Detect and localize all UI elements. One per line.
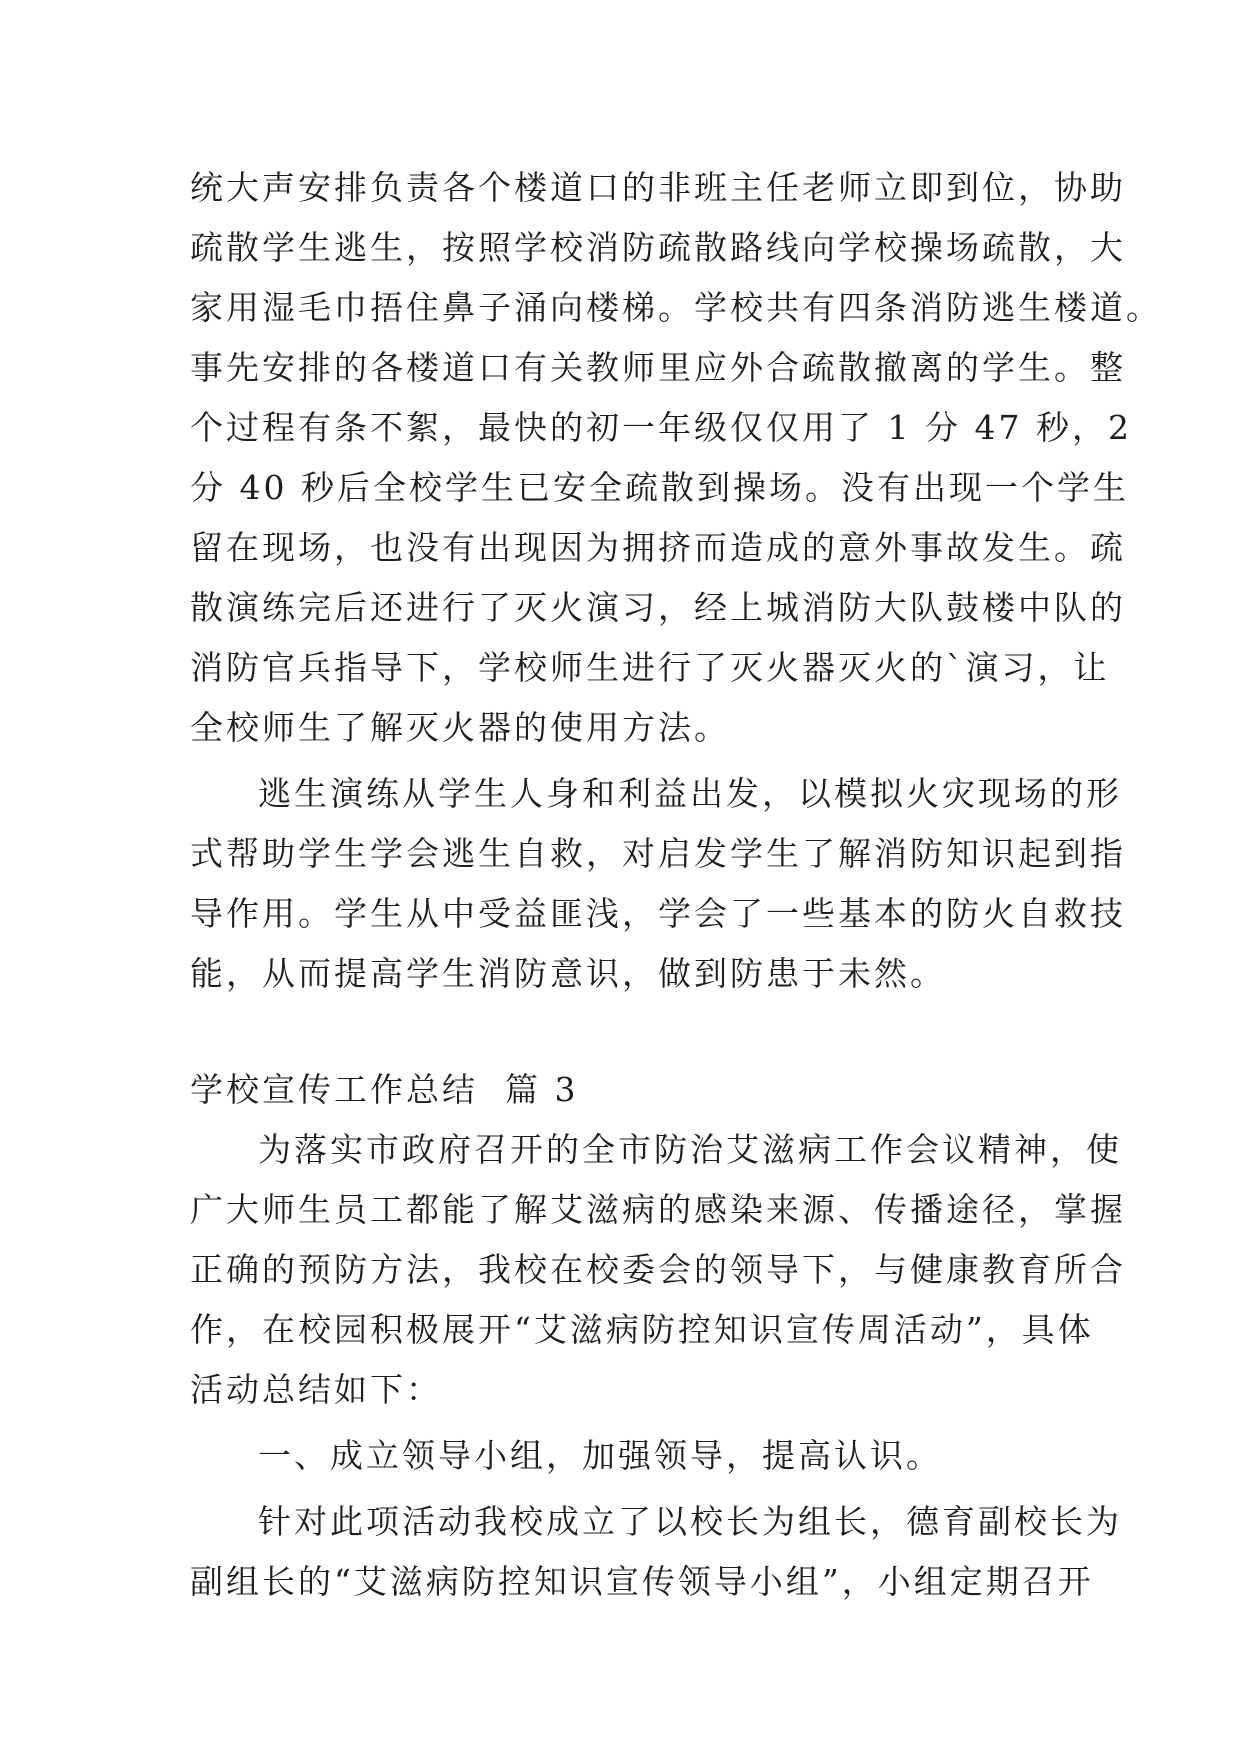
text-line: 式帮助学生学会逃生自救，对启发学生了解消防知识起到指 xyxy=(190,834,1126,873)
text-line: 作，在校园积极展开“艾滋病防控知识宣传周活动”，具体 xyxy=(190,1310,1094,1349)
text-line: 统大声安排负责各个楼道口的非班主任老师立即到位，协助 xyxy=(190,168,1126,207)
text-line: 副组长的“艾滋病防控知识宣传领导小组”，小组定期召开 xyxy=(190,1562,1094,1601)
text-line: 家用湿毛巾捂住鼻子涌向楼梯。学校共有四条消防逃生楼道。 xyxy=(190,288,1162,327)
text-line: 针对此项活动我校成立了以校长为组长，德育副校长为 xyxy=(258,1502,1122,1541)
text-line: 正确的预防方法，我校在校委会的领导下，与健康教育所合 xyxy=(190,1250,1126,1289)
paragraph-evacuation-process xyxy=(190,158,1162,758)
text-line: 疏散学生逃生，按照学校消防疏散路线向学校操场疏散，大 xyxy=(190,228,1126,267)
text-line: 为落实市政府召开的全市防治艾滋病工作会议精神，使 xyxy=(258,1130,1122,1169)
text-line: 导作用。学生从中受益匪浅，学会了一些基本的防火自救技 xyxy=(190,894,1126,933)
text-line: 活动总结如下： xyxy=(190,1370,442,1409)
section-heading: 学校宣传工作总结 篇 3 xyxy=(190,1070,579,1109)
paragraph-leadership-group xyxy=(190,1492,1122,1612)
text-line: 消防官兵指导下，学校师生进行了灭火器灭火的`演习，让 xyxy=(190,648,1110,687)
paragraph-drill-benefits xyxy=(190,764,1126,1004)
text-line: 个过程有条不絮，最快的初一年级仅仅用了 1 分 47 秒，2 xyxy=(190,408,1132,447)
subheading-leadership-group: 一、成立领导小组，加强领导，提高认识。 xyxy=(258,1436,942,1475)
text-line: 留在现场，也没有出现因为拥挤而造成的意外事故发生。疏 xyxy=(190,528,1126,567)
paragraph-aids-campaign-intro xyxy=(190,1120,1126,1420)
text-line: 广大师生员工都能了解艾滋病的感染来源、传播途径，掌握 xyxy=(190,1190,1126,1229)
text-line: 事先安排的各楼道口有关教师里应外合疏散撤离的学生。整 xyxy=(190,348,1126,387)
document-body xyxy=(190,158,1162,1612)
text-line: 能，从而提高学生消防意识，做到防患于未然。 xyxy=(190,954,946,993)
text-line: 全校师生了解灭火器的使用方法。 xyxy=(190,708,730,747)
text-line: 逃生演练从学生人身和利益出发，以模拟火灾现场的形 xyxy=(258,774,1122,813)
text-line: 分 40 秒后全校学生已安全疏散到操场。没有出现一个学生 xyxy=(190,468,1129,507)
section-spacer xyxy=(190,1004,1070,1060)
text-line: 散演练完后还进行了灭火演习，经上城消防大队鼓楼中队的 xyxy=(190,588,1126,627)
